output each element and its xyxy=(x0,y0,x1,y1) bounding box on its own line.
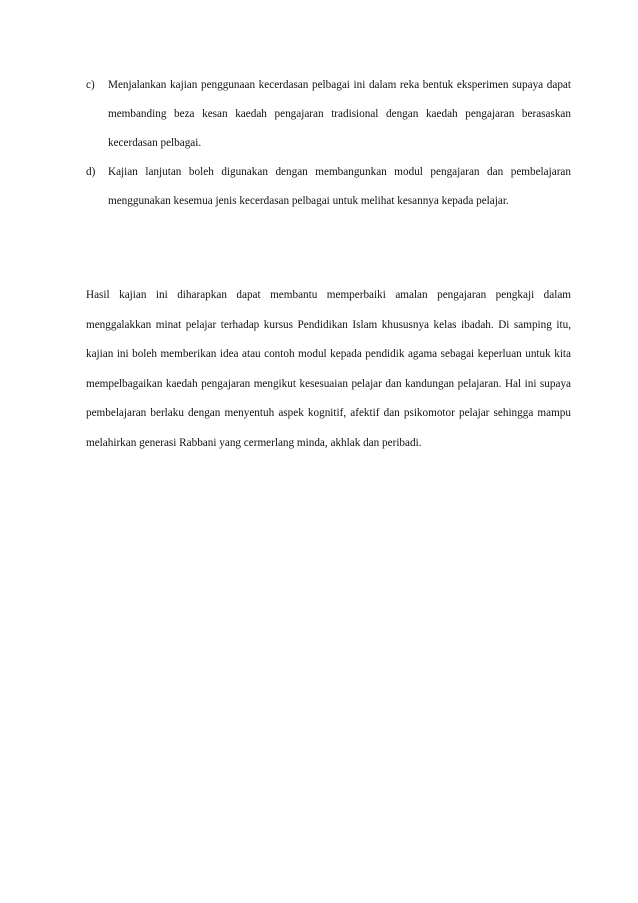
recommendation-list xyxy=(86,71,571,216)
body-paragraph: Hasil kajian ini diharapkan dapat membantu memperbaiki amalan pengajaran pengkaji dalam menggalakkan minat pelajar terhadap kursus Pendidikan Islam khususnya kelas ibadah. Di samping itu, kajian ini boleh memberikan idea atau contoh modul kepada pendidik agama sebagai keperluan untuk kita mempelbagaikan kaedah pengajaran mengikut kesesuaian pelajar dan kandungan pelajaran. Hal ini supaya pembelajaran berlaku dengan menyentuh aspek kognitif, afektif dan psikomotor pelajar sehingga mampu melahirkan generasi Rabbani yang cermerlang minda, akhlak dan peribadi. xyxy=(86,289,571,449)
list-item-text: Kajian lanjutan boleh digunakan dengan membangunkan modul pengajaran dan pembelajaran menggunakan kesemua jenis kecerdasan pelbagai untuk melihat kesannya kepada pelajar. xyxy=(108,166,571,207)
list-marker: c) xyxy=(86,79,95,91)
list-item-text: Menjalankan kajian penggunaan kecerdasan pelbagai ini dalam reka bentuk eksperimen supaya dapat membanding beza kesan kaedah pengajaran tradisional dengan kaedah pengajaran berasaskan kecerdasan pelbagai. xyxy=(108,79,571,149)
list-item xyxy=(86,71,571,158)
list-marker: d) xyxy=(86,166,96,178)
list-item xyxy=(86,158,571,216)
